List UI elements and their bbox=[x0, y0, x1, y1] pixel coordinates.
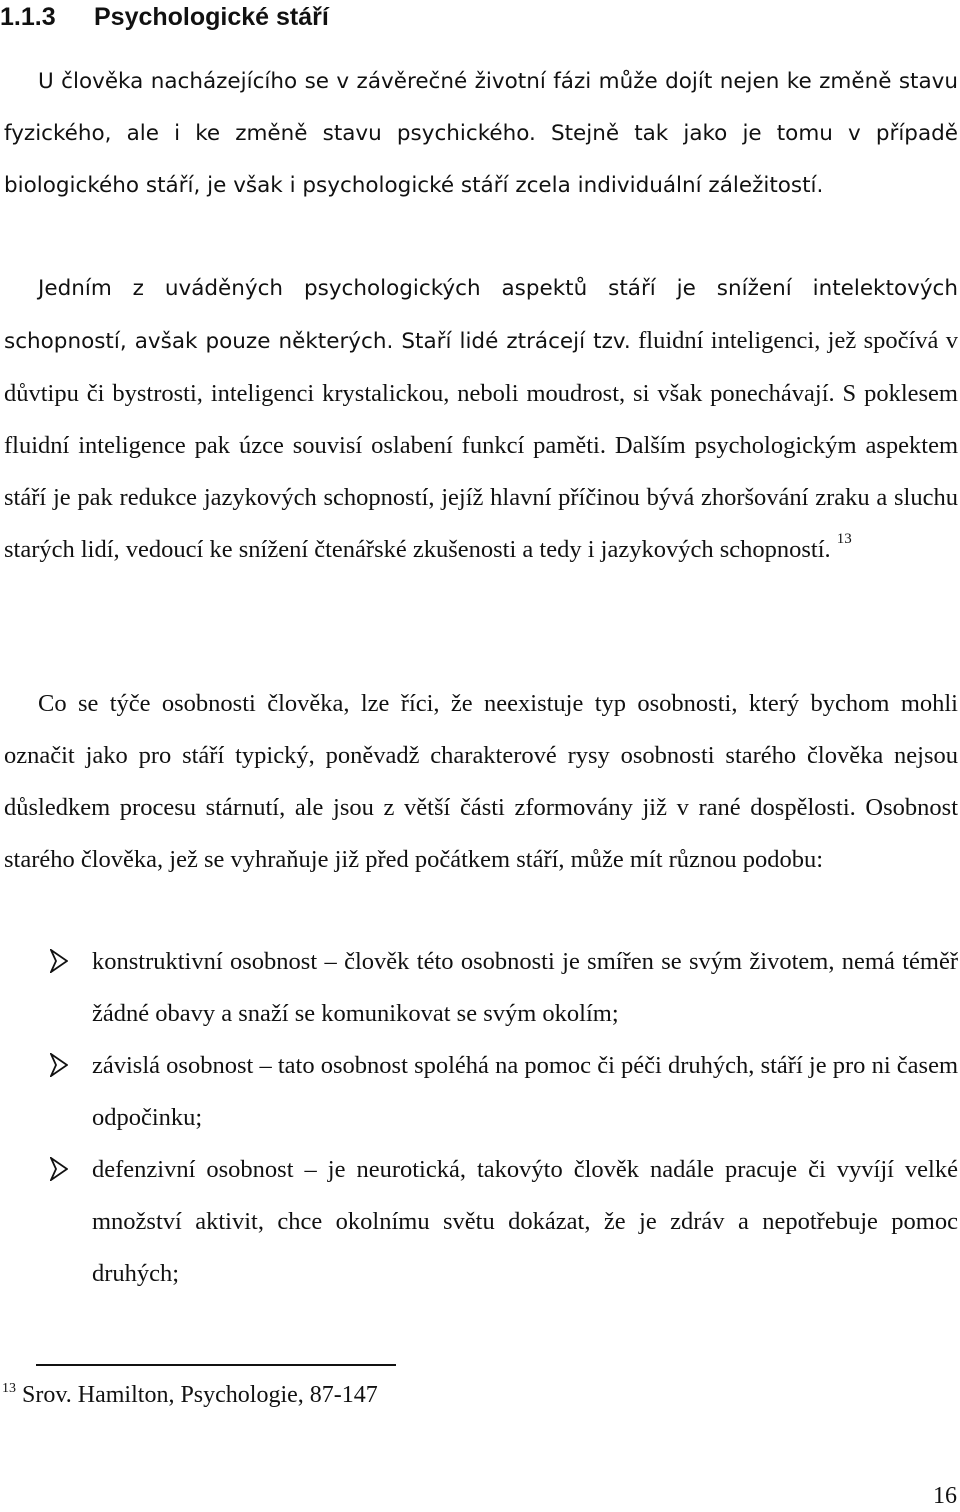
paragraph-personality-text: Co se týče osobnosti člověka, lze říci, že neexistuje typ osobnosti, který bychom mohli označit jako pro stáří typický, poněvadž charakterové rysy osobnosti starého člověka nejsou důsledkem procesu stárnutí, ale jsou z větší části zformovány již v rané dospělosti. Osobnost starého člověka, jež se vyhraňuje již před počátkem stáří, může mít různou podobu: bbox=[4, 690, 958, 873]
section-number: 1.1.3 bbox=[0, 3, 56, 31]
paragraph-intro bbox=[4, 56, 958, 212]
footnote-reference: 13 bbox=[836, 531, 852, 547]
footnote bbox=[2, 1378, 702, 1412]
arrow-bullet-icon bbox=[50, 1053, 68, 1077]
paragraph-intro-text: U člověka nacházejícího se v závěrečné životní fázi může dojít nejen ke změně stavu fyzického, ale i ke změně stavu psychického. Stejně tak jako je tomu v případě biologického stáří, je však i psychologické stáří zcela individuální záležitostí. bbox=[4, 69, 958, 198]
arrow-bullet-icon bbox=[50, 949, 68, 973]
page-number: 16 bbox=[933, 1483, 957, 1509]
paragraph-intelligence-text-b: fluidní inteligenci, jež spočívá v důvtipu či bystrosti, inteligenci krystalickou, neboli moudrost, si však ponechávají. S poklesem fluidní inteligence pak úzce souvisí oslabení funkcí paměti. Dalším psychologickým aspektem stáří je pak redukce jazykových schopností, jejíž hlavní příčinou bývá zhoršování zraku a sluchu starých lidí, vedoucí ke snížení čtenářské zkušenosti a tedy i jazykových schopností. bbox=[4, 327, 959, 563]
list-item bbox=[0, 1040, 958, 1144]
paragraph-intelligence-text-a: Jedním z uváděných psychologických aspektů stáří je snížení intelektových schopností, avšak pouze některých. Staří lidé ztrácejí tzv. bbox=[4, 276, 958, 354]
paragraph-intelligence bbox=[4, 262, 958, 576]
footnote-separator bbox=[36, 1364, 396, 1366]
list-item bbox=[0, 936, 958, 1040]
list-item-text: defenzivní osobnost – je neurotická, takovýto člověk nadále pracuje či vyvíjí velké množství aktivit, chce okolnímu světu dokázat, že je zdráv a nepotřebuje pomoc druhých; bbox=[92, 1156, 958, 1287]
personality-types-list bbox=[0, 936, 958, 1300]
paragraph-personality bbox=[4, 678, 958, 886]
list-item-text: závislá osobnost – tato osobnost spoléhá na pomoc či péči druhých, stáří je pro ni časem odpočinku; bbox=[92, 1052, 958, 1131]
footnote-number: 13 bbox=[2, 1381, 16, 1396]
footnote-text: Srov. Hamilton, Psychologie, 87-147 bbox=[22, 1382, 378, 1408]
list-item bbox=[0, 1144, 958, 1300]
arrow-bullet-icon bbox=[50, 1157, 68, 1181]
section-title: Psychologické stáří bbox=[94, 3, 329, 31]
list-item-text: konstruktivní osobnost – člověk této osobnosti je smířen se svým životem, nemá téměř žádné obavy a snaží se komunikovat se svým okolím; bbox=[92, 948, 958, 1027]
section-heading bbox=[0, 0, 960, 34]
